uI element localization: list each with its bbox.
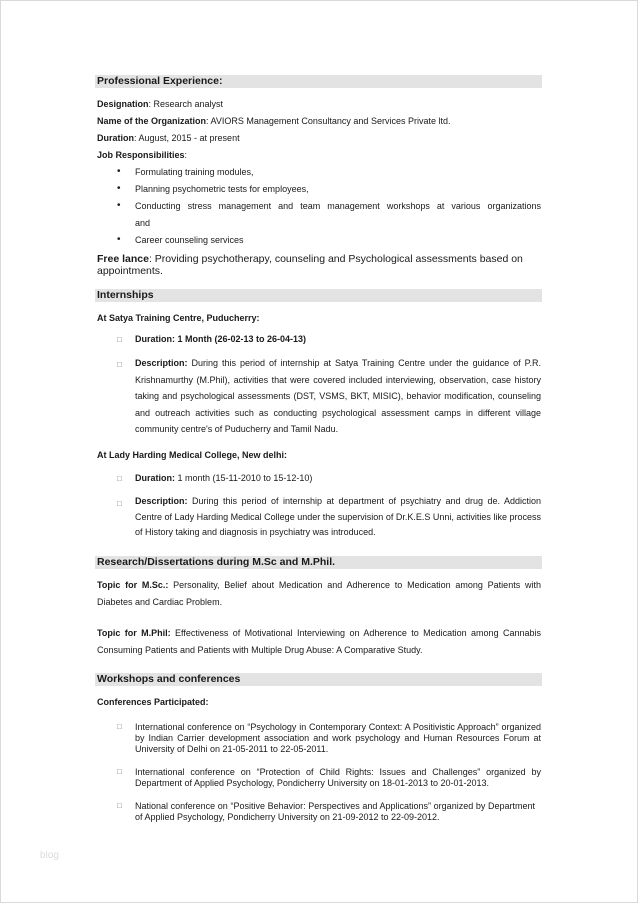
checkbox-icon: □ <box>117 335 122 344</box>
organization-label: Name of the Organization <box>97 116 207 126</box>
duration-label: Duration <box>97 133 134 143</box>
msc-topic-text: Personality, Belief about Medication and Adherence to Medication among Patients with Diabetes and Cardiac Problem. <box>97 580 541 607</box>
checkbox-icon: □ <box>117 499 122 508</box>
responsibilities-colon: : <box>184 150 188 160</box>
designation-value: : Research analyst <box>148 99 224 109</box>
msc-topic <box>97 577 541 610</box>
description-label: Description: <box>135 358 188 368</box>
duration-value: 1 month (15-11-2010 to 15-12-10) <box>177 473 313 483</box>
checkbox-icon: □ <box>117 801 122 810</box>
conference-item: National conference on “Positive Behavior: Perspectives and Applications” organized by Department of Applied Psychology, Pondicherry University on 21-09-2012 to 22-09-2012. <box>135 801 535 822</box>
internship-duration <box>135 473 312 484</box>
bullet-icon: • <box>117 166 121 177</box>
duration-line <box>97 133 240 144</box>
responsibility-item-continued: and <box>135 218 151 228</box>
checkbox-icon: □ <box>117 722 122 731</box>
freelance-text: : Providing psychotherapy, counseling and Psychological assessments based on <box>148 253 523 265</box>
description-label: Description: <box>135 496 188 506</box>
freelance-text-continued: appointments. <box>97 265 163 277</box>
responsibility-item: Planning psychometric tests for employees, <box>135 184 309 194</box>
responsibility-item: Career counseling services <box>135 235 244 245</box>
description-text: During this period of internship at Satya Training Centre under the guidance of P.R. Krishnamurthy (M.Phil), activities that were covered included interviewing, observation, case history taking and psychological assessments (DST, VSMS, BKT, MISIC), behavior modification, counseling and outreach activities such as conducting psychological assessment camps in different village community centre's of Puducherry and Tamil Nadu. <box>135 358 541 434</box>
bullet-icon: • <box>117 183 121 194</box>
internship-place: At Satya Training Centre, Puducherry: <box>97 313 260 323</box>
bullet-icon: • <box>117 234 121 245</box>
watermark: blog <box>40 850 59 861</box>
section-header-workshops: Workshops and conferences <box>95 673 542 686</box>
designation-label: Designation <box>97 99 149 109</box>
responsibilities-line <box>97 150 187 161</box>
internship-place: At Lady Harding Medical College, New delhi: <box>97 450 288 460</box>
description-text: During this period of internship at department of psychiatry and drug de. Addiction Centre of Lady Harding Medical College under the supervision of Dr.K.E.S Unni, activities like process of History taking and diagnosis in psychiatry was introduced. <box>135 496 541 537</box>
internship-duration: Duration: 1 Month (26-02-13 to 26-04-13) <box>135 334 307 344</box>
organization-value: : AVIORS Management Consultancy and Services Private ltd. <box>206 116 451 126</box>
duration-label: Duration: <box>135 473 175 483</box>
responsibility-item: Formulating training modules, <box>135 167 254 177</box>
responsibility-item: Conducting stress management and team management workshops at various organizations <box>135 201 541 211</box>
section-header-research: Research/Dissertations during M.Sc and M.Phil. <box>95 556 542 569</box>
conference-item: International conference on “Psychology in Contemporary Context: A Positivistic Approach” organized by Indian Carrier development association and work psychology and Human Resources Forum at University of Delhi on 21-05-2011 to 22-05-2011. <box>135 722 541 754</box>
responsibilities-label: Job Responsibilities <box>97 150 185 160</box>
internship-description <box>135 494 541 541</box>
internship-description <box>135 355 541 438</box>
checkbox-icon: □ <box>117 767 122 776</box>
checkbox-icon: □ <box>117 474 122 483</box>
mphil-topic-text: Effectiveness of Motivational Interviewing on Adherence to Medication among Cannabis Consuming Patients and Patients with Multiple Drug Abuse: A Comparative Study. <box>97 628 541 655</box>
msc-topic-label: Topic for M.Sc.: <box>97 580 169 590</box>
section-header-internships: Internships <box>95 289 542 302</box>
mphil-topic <box>97 625 541 658</box>
organization-line <box>97 116 450 127</box>
section-header-experience: Professional Experience: <box>95 75 542 88</box>
freelance-label: Free lance <box>97 253 149 265</box>
mphil-topic-label: Topic for M.Phil: <box>97 628 171 638</box>
conference-item: International conference on “Protection of Child Rights: Issues and Challenges” organized by Department of Applied Psychology, Pondicherry University on 18-01-2013 to 20-01-2013. <box>135 767 541 788</box>
duration-value: : August, 2015 - at present <box>134 133 240 143</box>
bullet-icon: • <box>117 200 121 211</box>
freelance-line <box>97 253 523 265</box>
designation-line <box>97 99 223 110</box>
checkbox-icon: □ <box>117 360 122 369</box>
conferences-label: Conferences Participated: <box>97 697 209 707</box>
